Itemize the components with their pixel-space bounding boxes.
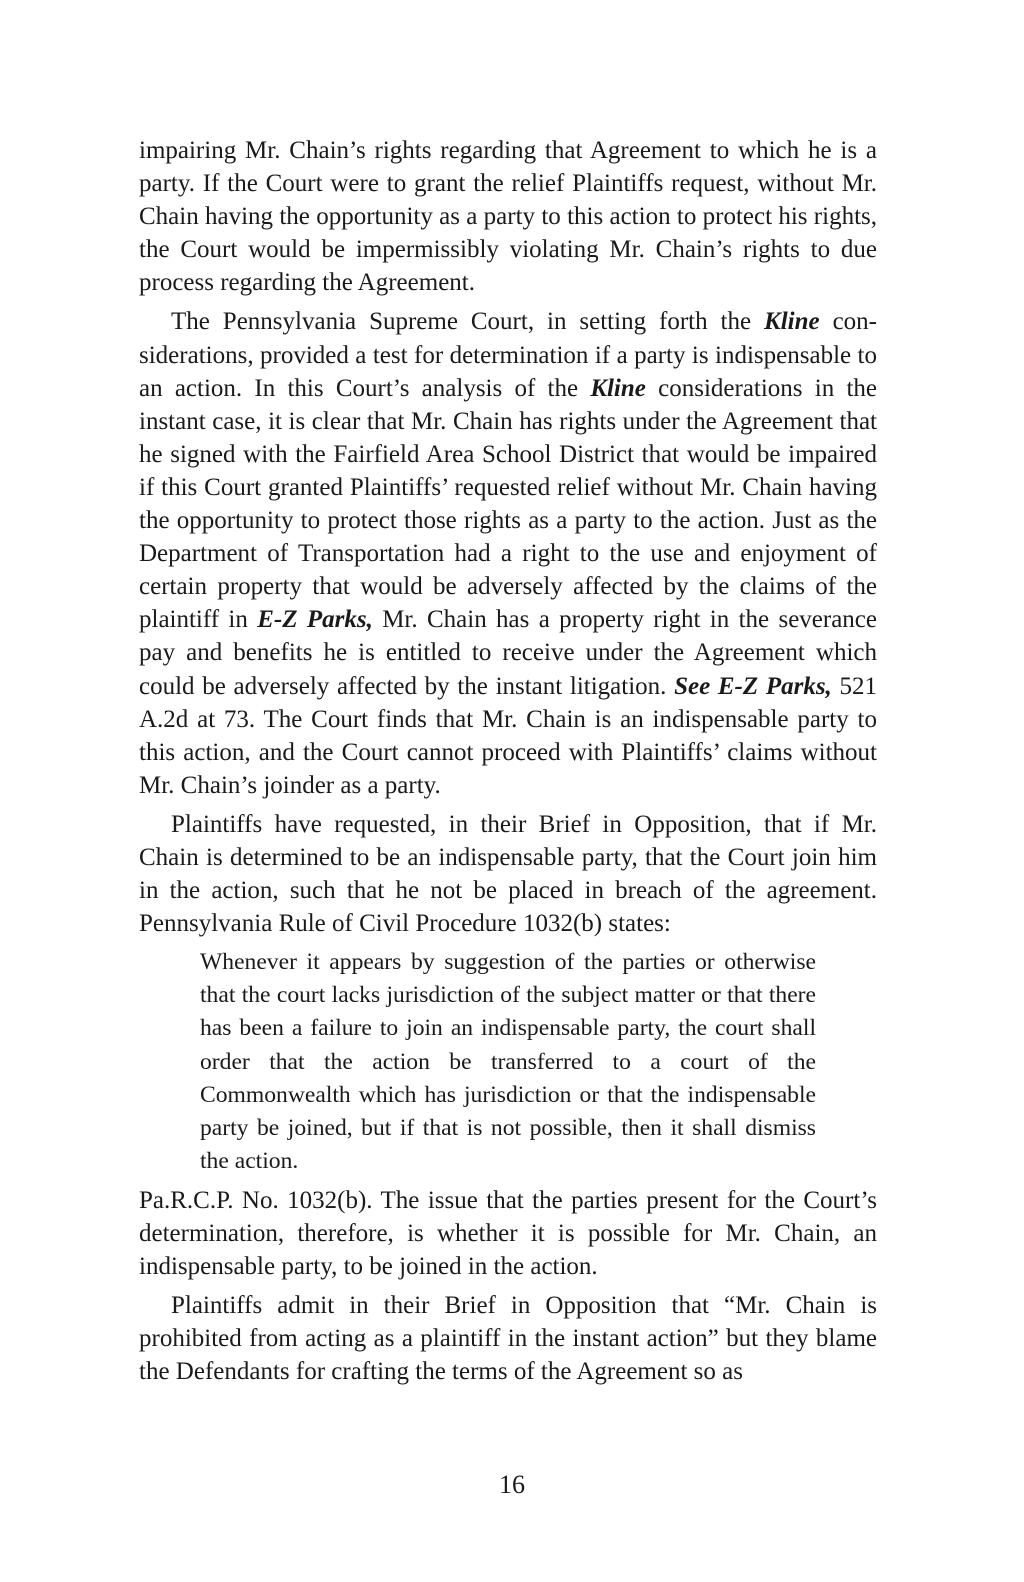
paragraph-rule-citation xyxy=(139,1184,877,1283)
paragraph-text: impairing Mr. Chain’s rights regarding that Agreement to which he is a party. If the Court were to grant the relief Plaintiffs request, without Mr. Chain having the opportunity as a party to this action to protect his rights, the Court would be impermissibly violating Mr. Chain’s rights to due process regarding the Agreement. xyxy=(139,137,877,297)
text-run: 521 A.2d at 73. The Court finds that Mr. Chain is an indispensable party to this action, and the Court cannot proceed with Plaintiffs’ claims without Mr. Chain’s joinder as a party. xyxy=(139,672,877,799)
case-name-ez-parks: E-Z Parks, xyxy=(257,606,373,634)
paragraph-plaintiffs-request xyxy=(139,808,877,940)
paragraph-continued xyxy=(139,134,877,299)
paragraph-text: Plaintiffs have requested, in their Brief in Opposition, that if Mr. Chain is determined to be an indispensable party, that the Court join him in the action, such that he not be placed in breach of the agreement. Pennsylvania Rule of Civil Procedure 1032(b) states: xyxy=(139,810,877,938)
text-run: The Pennsylvania Supreme Court, in setting forth the xyxy=(171,308,765,336)
paragraph-plaintiffs-admit xyxy=(139,1289,877,1388)
paragraph-text: Pa.R.C.P. No. 1032(b). The issue that the parties present for the Court’s determination, therefore, is whether it is possible for Mr. Chain, an indispensable party, to be joined in the action. xyxy=(139,1186,877,1281)
case-name-kline: Kline xyxy=(764,308,820,336)
body-text xyxy=(139,134,877,1394)
citation-see-ez-parks: See E-Z Parks, xyxy=(674,672,832,700)
text-run: considerations in the instant case, it is clear that Mr. Chain has rights under the Agreement that he signed with the Fairfield Area School District that would be impaired if this Court granted Plaintiffs’ requested relief without Mr. Chain having the opportunity to protect those rights as a party to the action. Just as the Department of Transportation had a right to the use and enjoyment of certain property that would be adversely affected by the claims of the plaintiff in xyxy=(139,374,877,634)
text-run: considerations, provided a test for determination if a party is indispensable to an action. In this Court’s analysis of the xyxy=(139,308,877,402)
case-name-kline: Kline xyxy=(590,374,646,402)
quotation-text: Whenever it appears by suggestion of the parties or otherwise that the court lacks jurisdiction of the subject matter or that there has been a failure to join an indispensable party, the court shall order that the action be transferred to a court of the Commonwealth which has jurisdiction or that the indispensable party be joined, but if that is not possible, then it shall dismiss the action. xyxy=(200,949,816,1174)
paragraph-text: Plaintiffs admit in their Brief in Opposition that “Mr. Chain is prohibited from acting as a plaintiff in the instant action” but they blame the Defendants for crafting the terms of the Agreement so as xyxy=(139,1292,877,1386)
paragraph-kline-analysis xyxy=(139,305,877,801)
rule-quotation xyxy=(200,946,816,1178)
text-run: Mr. Chain has a property right in the severance pay and benefits he is entitled to receive under the Agreement which could be adversely affected by the instant litigation. xyxy=(139,606,878,700)
page-number: 16 xyxy=(499,1470,525,1499)
